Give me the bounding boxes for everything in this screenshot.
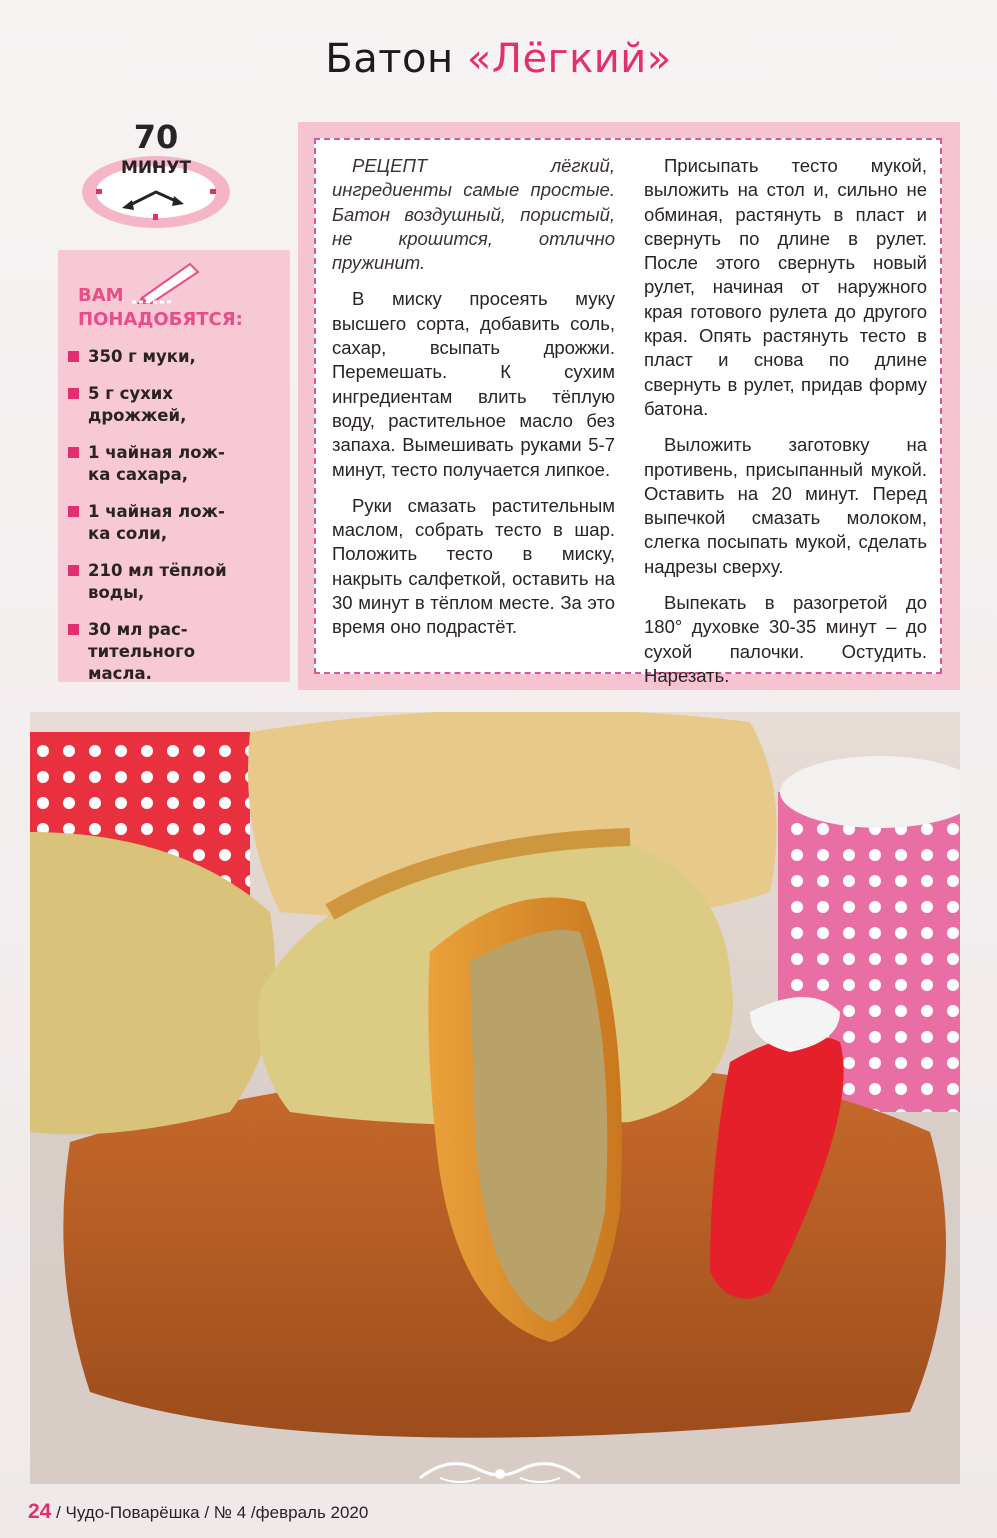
ingredients-list [68,346,288,700]
ingredients-panel [58,250,290,682]
list-item [68,619,288,685]
list-item [68,383,288,427]
bread-photo-illustration [30,712,960,1484]
ingredients-heading-line2: ПОНАДОБЯТСЯ: [78,309,243,330]
footer-text: / Чудо-Поварёшка / № 4 /февраль 2020 [51,1503,369,1522]
square-bullet-icon [68,624,79,635]
list-item [68,560,288,604]
page-number: 24 [28,1500,52,1523]
list-item [68,501,288,545]
ingredient-line: ка сахара, [88,465,188,484]
ornament-icon [410,1448,590,1492]
recipe-panel [298,122,960,690]
bread-photo [30,712,960,1484]
list-item [68,442,288,486]
time-unit: МИНУТ [120,158,192,178]
title-accent: «Лёгкий» [466,36,672,82]
square-bullet-icon [68,351,79,362]
page-footer [28,1498,368,1526]
ingredient-line: ка соли, [88,524,168,543]
square-bullet-icon [68,447,79,458]
ingredient-line: тительного [88,642,196,661]
ingredient-line: масла. [88,664,152,683]
recipe-paragraph: Руки смазать растительным маслом, собрать тесто в шар. Положить тесто в миску, накрыть салфеткой, оставить на 30 минут в тёплом месте. За это время оно подрастёт. [332,494,615,638]
page-title [0,36,997,82]
title-main: Батон [325,36,454,82]
recipe-column-right [644,154,927,700]
square-bullet-icon [68,565,79,576]
ingredient-line: воды, [88,583,145,602]
recipe-text-box [314,138,942,686]
recipe-intro: РЕЦЕПТ лёгкий, ингредиенты самые простые. Батон воздушный, пористый, не крошится, отлично пружинит. [332,155,615,274]
recipe-paragraph: Выложить заготовку на противень, присыпанный мукой. Оставить на 20 минут. Перед выпечкой смазать молоком, слегка посыпать мукой, сделать надрезы сверху. [644,434,927,577]
ingredients-heading [78,284,278,332]
ingredient-line: 1 чайная лож- [88,443,225,462]
cooking-time-badge [80,118,232,230]
ingredient-line: дрожжей, [88,406,187,425]
recipe-paragraph: В миску просеять муку высшего сорта, добавить соль, сахар, всыпать дрожжи. Перемешать. К сухим ингредиентам влить тёплую воду, растительное масло без запаха. Вымешивать руками 5-7 минут, тесто получается липкое. [332,288,615,480]
list-item [68,346,288,368]
ingredient-line: 350 г муки, [88,347,196,366]
ingredients-heading-line1: ВАМ [78,285,124,306]
recipe-paragraph: Выпекать в разогретой до 180° духовке 30-35 минут – до сухой палочки. Остудить. Нарезать. [644,592,927,686]
ingredient-line: 30 мл рас- [88,620,188,639]
recipe-column-left [332,154,615,652]
ingredient-line: 210 мл тёплой [88,561,227,580]
recipe-paragraph: Присыпать тесто мукой, выложить на стол и, сильно не обминая, растянуть в пласт и свернуть по длине в рулет. После этого свернуть новый рулет, начиная от наружного края готового рулета до другого края. Опять растянуть тесто в пласт и снова по длине свернуть в рулет, придав форму батона. [644,155,927,419]
time-value: 70 [133,118,179,156]
ingredient-line: 1 чайная лож- [88,502,225,521]
square-bullet-icon [68,388,79,399]
square-bullet-icon [68,506,79,517]
ingredient-line: 5 г сухих [88,384,173,403]
